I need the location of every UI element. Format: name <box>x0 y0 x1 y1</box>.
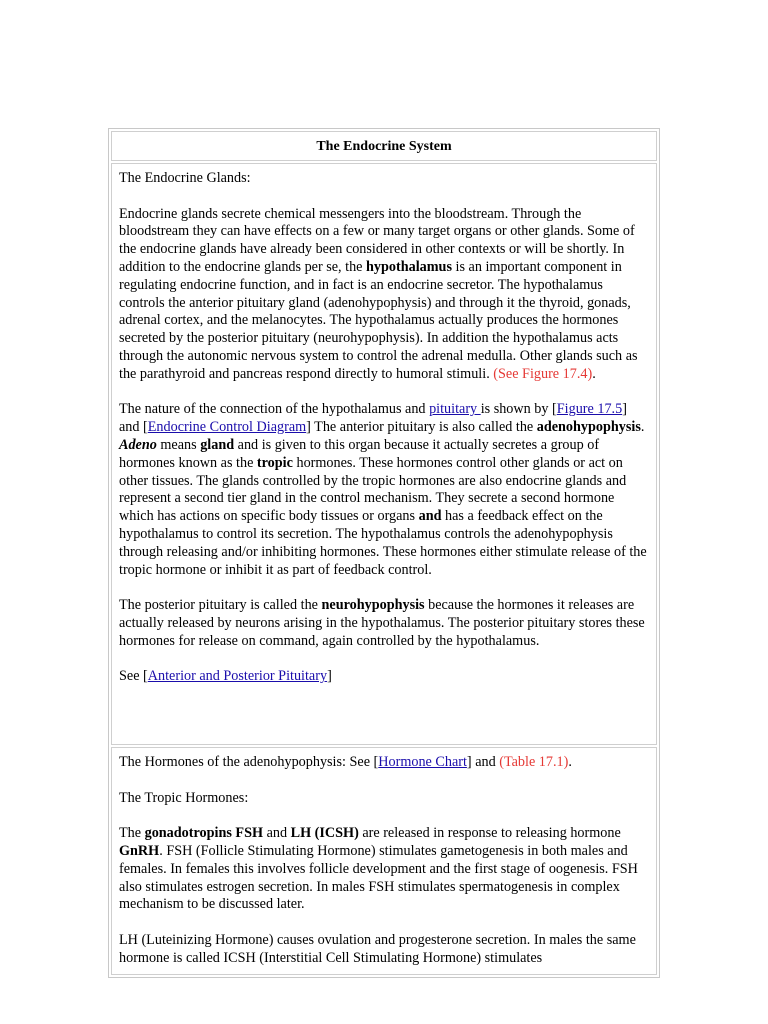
table-reference: (Table 17.1) <box>499 754 569 770</box>
page-title: The Endocrine System <box>316 139 452 154</box>
section-heading: The Endocrine Glands: <box>119 170 251 186</box>
document-table <box>108 128 660 978</box>
endocrine-control-diagram-link[interactable]: Endocrine Control Diagram <box>147 419 307 436</box>
tropic-hormones-section <box>111 747 657 975</box>
figure-17-5-link[interactable]: Figure 17.5 <box>556 401 623 418</box>
text-run: has a feedback effect on the hypothalamus to control its secretion. The hypothalamus controls the adenohypophysis through releasing and/or inhibiting hormones. These hormones either stimulate release of the tropic hormone or inhibit it as part of feedback control. <box>119 508 647 578</box>
bold-term: gonadotropins FSH <box>144 825 264 842</box>
text-run: and <box>263 825 291 842</box>
text-run: are released in response to releasing hormone <box>358 825 621 842</box>
bold-term: hypothalamus <box>366 258 452 275</box>
section-heading: The Tropic Hormones: <box>119 789 249 806</box>
endocrine-glands-section <box>111 163 657 745</box>
text-run: because the hormones it releases are actually released by neurons arising in the hypothalamus. The posterior pituitary stores these hormones for release on command, again controlled by the hypothalamus. <box>119 597 645 649</box>
paragraph-glands <box>119 206 649 384</box>
pituitary-link[interactable]: pituitary <box>429 401 481 418</box>
text-run: The nature of the connection of the hypothalamus and <box>119 401 430 418</box>
text-run: Endocrine glands secrete chemical messengers into the bloodstream. Through the bloodstream they can have effects on a few or many target organs or other glands. Some of the endocrine glands have already been considered in other contexts or will be shortly. In addition to the endocrine glands per se, the <box>119 205 635 275</box>
bold-term: gland <box>200 436 235 453</box>
bold-italic-term: Adeno <box>119 436 157 453</box>
text-run: . <box>592 365 596 382</box>
text-run: LH (Luteinizing Hormone) causes ovulation and progesterone secretion. In males the same hormone is called ICSH (Interstitial Cell Stimulating Hormone) stimulates <box>119 931 636 966</box>
text-run: ] and <box>466 754 500 770</box>
text-run: ] <box>327 668 332 685</box>
text-run: The <box>119 825 145 842</box>
paragraph-see-also <box>119 668 649 686</box>
text-run: . FSH (Follicle Stimulating Hormone) stimulates gametogenesis in both males and females. In females this involves follicle development and the first stage of oogenesis. FSH also stimulates estrogen secretion. In males FSH stimulates spermatogenesis in complex mechanism to be discussed later. <box>119 842 638 913</box>
text-run: and is given to this organ because it actually secretes a group of hormones known as the <box>119 436 600 471</box>
bold-term: and <box>418 508 442 525</box>
text-run: hormones. These hormones control other glands or act on other tissues. The glands controlled by the tropic hormones are also endocrine glands and represent a second tier gland in the control mechanism. They secrete a second hormone which has actions on specific body tissues or organs <box>119 454 627 525</box>
paragraph-adenohypophysis-hormones <box>119 754 649 772</box>
text-run: . <box>640 419 645 436</box>
anterior-posterior-pituitary-link[interactable]: Anterior and Posterior Pituitary <box>147 668 328 685</box>
bold-term: GnRH <box>119 842 160 859</box>
text-run: is shown by [ <box>480 401 557 418</box>
figure-reference: (See Figure 17.4) <box>493 365 593 382</box>
text-run: is an important component in regulating endocrine function, and in fact is an endocrine secretor. The hypothalamus controls the anterior pituitary gland (adenohypophysis) and through it the thyroid, gonads, adrenal cortex, and the melanocytes. The hypothalamus actually produces the hormones secreted by the posterior pituitary (neurohypophysis). In addition the hypothalamus acts through the autonomic nervous system to control the adrenal medulla. Other glands such as the parathyroid and pancreas respond directly to humoral stimuli. <box>119 258 638 382</box>
text-run: ] The anterior pituitary is also called the <box>306 419 537 436</box>
text-run: See [ <box>119 668 148 685</box>
text-run: The Hormones of the adenohypophysis: See [ <box>119 754 379 770</box>
text-run: means <box>156 436 201 453</box>
text-run: . <box>568 754 572 770</box>
text-run: ] and [ <box>119 401 627 436</box>
bold-term: adenohypophysis <box>536 419 641 436</box>
paragraph-gonadotropins <box>119 825 649 914</box>
paragraph-posterior <box>119 597 649 650</box>
paragraph-connection <box>119 401 649 579</box>
bold-term: neurohypophysis <box>321 597 425 614</box>
text-run: The posterior pituitary is called the <box>119 597 322 614</box>
hormone-chart-link[interactable]: Hormone Chart <box>378 754 467 770</box>
paragraph-lh <box>119 932 649 968</box>
title-cell <box>111 131 657 161</box>
bold-term: LH (ICSH) <box>290 825 359 842</box>
bold-term: tropic <box>256 454 293 471</box>
